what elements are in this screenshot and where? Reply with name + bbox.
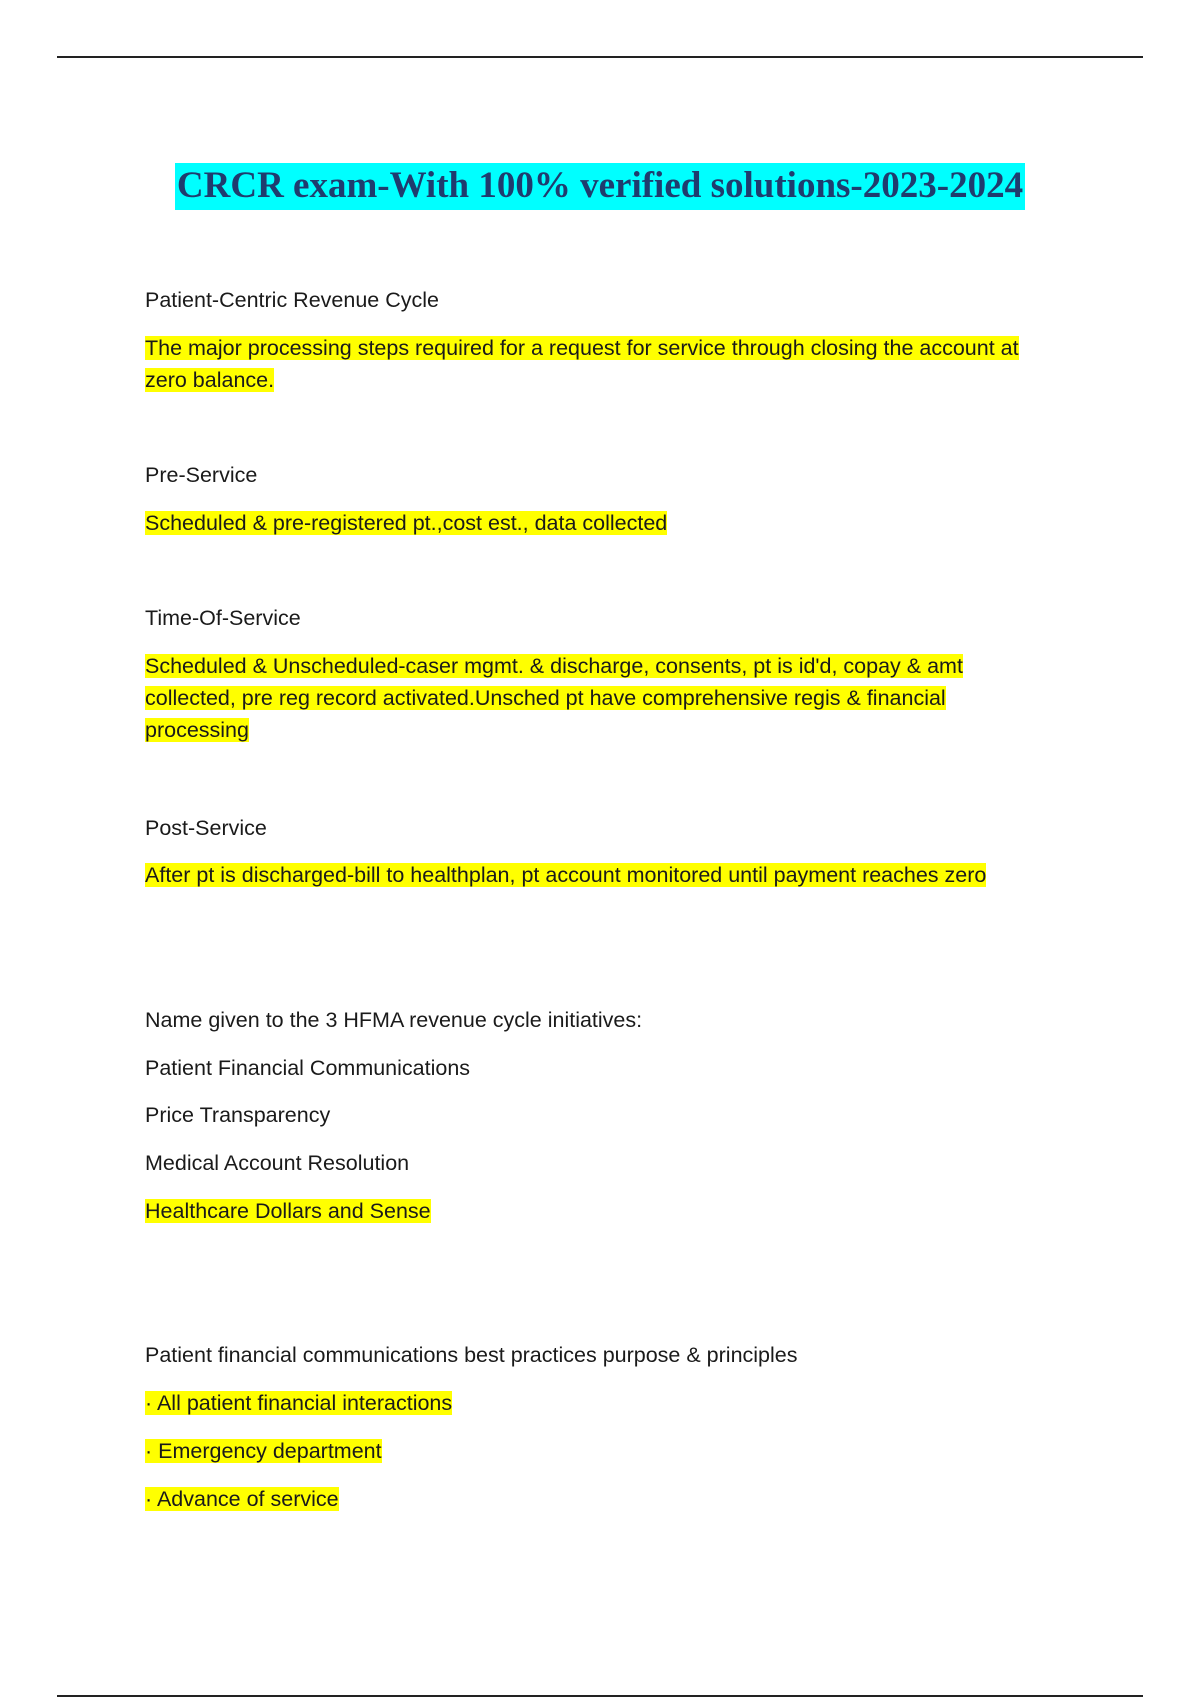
answer-line: The major processing steps required for a request for service through closing the account at [145, 336, 1019, 360]
question-hfma-initiatives: Name given to the 3 HFMA revenue cycle initiatives: [145, 1008, 643, 1032]
initiative-item: Patient Financial Communications [145, 1056, 471, 1080]
bullet-item: · Advance of service [145, 1487, 339, 1511]
question-patient-centric-revenue-cycle: Patient-Centric Revenue Cycle [145, 288, 439, 312]
answer-patient-financial-communications [145, 1435, 382, 1467]
header-rule [57, 56, 1143, 58]
answer-line: processing [145, 718, 249, 742]
question-patient-financial-communications: Patient financial communications best practices purpose & principles [145, 1343, 798, 1367]
answer-line: Scheduled & Unscheduled-caser mgmt. & discharge, consents, pt is id'd, copay & amt [145, 654, 963, 678]
bullet-item: · Emergency department [145, 1439, 382, 1463]
answer-patient-financial-communications [145, 1483, 339, 1515]
bullet-item: · All patient financial interactions [145, 1391, 453, 1415]
question-time-of-service: Time-Of-Service [145, 606, 301, 630]
initiative-item: Price Transparency [145, 1103, 331, 1127]
answer-line: Healthcare Dollars and Sense [145, 1199, 431, 1223]
page-title-text: CRCR exam-With 100% verified solutions-2023-2024 [175, 163, 1025, 210]
answer-line: zero balance. [145, 368, 275, 392]
page-title [0, 164, 1200, 206]
question-post-service: Post-Service [145, 816, 267, 840]
answer-patient-centric-revenue-cycle [145, 332, 1019, 396]
answer-line: After pt is discharged-bill to healthplan, pt account monitored until payment reaches zero [145, 863, 987, 887]
answer-line: Scheduled & pre-registered pt.,cost est., data collected [145, 511, 668, 535]
answer-pre-service [145, 507, 667, 539]
footer-rule [57, 1695, 1143, 1697]
question-pre-service: Pre-Service [145, 463, 258, 487]
answer-line: collected, pre reg record activated.Unsched pt have comprehensive regis & financial [145, 686, 946, 710]
answer-post-service [145, 859, 986, 891]
answer-hfma-initiatives [145, 1195, 431, 1227]
answer-patient-financial-communications [145, 1387, 452, 1419]
answer-time-of-service [145, 650, 963, 746]
initiative-item: Medical Account Resolution [145, 1151, 410, 1175]
